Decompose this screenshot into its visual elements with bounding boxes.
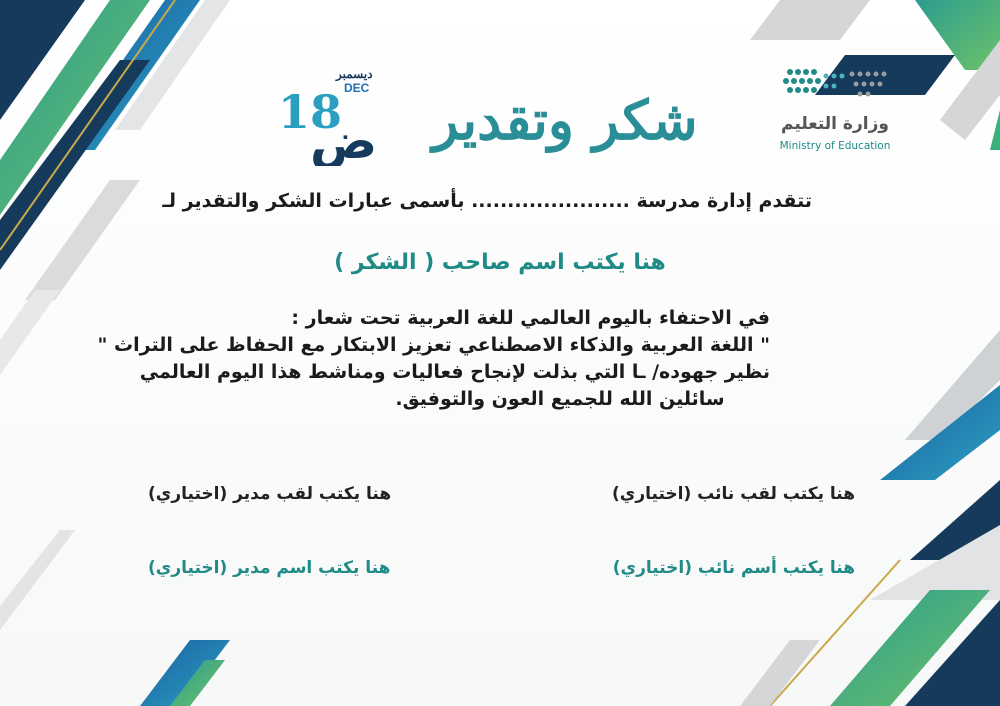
event-month-en: DEC (344, 81, 370, 95)
certificate-body (0, 305, 1000, 413)
arabic-day-logo (278, 66, 388, 166)
recipient-name: هنا يكتب اسم صاحب ( الشكر ) (334, 250, 666, 275)
body-line: نظير جهوده/ ـا التي بذلت لإنجاح فعاليات ومناشط هذا اليوم العالمي (139, 361, 770, 383)
title-text: شكر وتقدير (432, 88, 698, 152)
deputy-name: هنا يكتب أسم نائب (اختياري) (612, 558, 855, 578)
principal-title: هنا يكتب لقب مدير (اختياري) (148, 484, 392, 504)
ministry-name-ar: وزارة التعليم (781, 114, 889, 134)
intro-line: تتقدم إدارة مدرسة ...................... بأسمى عبارات الشكر والتقدير لـ (162, 190, 812, 212)
principal-name: هنا يكتب اسم مدير (اختياري) (148, 558, 391, 578)
ministry-logo (770, 62, 900, 158)
body-line: " اللغة العربية والذكاء الاصطناعي تعزيز الابتكار مع الحفاظ على التراث " (97, 334, 770, 356)
title-calligraphy (395, 78, 735, 162)
ministry-name-en: Ministry of Education (779, 140, 891, 152)
event-day: 18 (278, 85, 343, 139)
deputy-title: هنا يكتب لقب نائب (اختياري) (612, 484, 855, 504)
ministry-dots-icon (770, 62, 900, 112)
body-line: سائلين الله للجميع العون والتوفيق. (395, 388, 725, 410)
arabic-day-logo-icon (278, 66, 388, 166)
body-line: في الاحتفاء باليوم العالمي للغة العربية تحت شعار : (291, 307, 770, 329)
event-month-ar: ديسمبر (336, 67, 373, 81)
event-letter: ض (310, 112, 378, 166)
